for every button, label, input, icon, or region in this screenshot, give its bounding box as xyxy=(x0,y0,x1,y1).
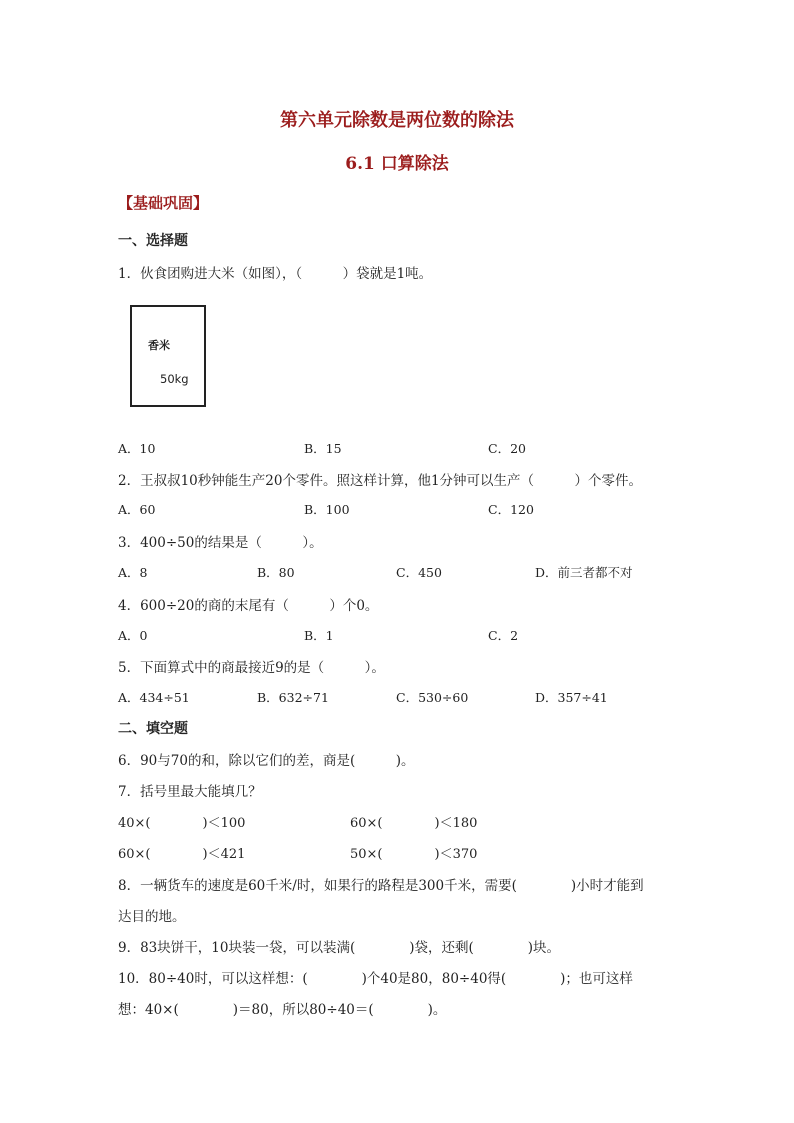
q2-option-c: C．120 xyxy=(488,502,534,517)
q5-option-d: D．357÷41 xyxy=(535,690,608,705)
question-10-line-2: 想：40×( )＝80，所以80÷40＝( )。 xyxy=(118,1002,447,1018)
question-2: 2．王叔叔10秒钟能生产20个零件。照这样计算，他1分钟可以生产（ ）个零件。 xyxy=(118,473,643,489)
q3-option-a: A．8 xyxy=(118,565,148,580)
part1-heading: 一、选择题 xyxy=(118,233,188,249)
q7-item-1: 40×( )＜100 xyxy=(118,816,246,831)
question-4: 4．600÷20的商的末尾有（ ）个0。 xyxy=(118,598,379,614)
q7-item-2: 60×( )＜180 xyxy=(350,816,478,831)
question-8-line-2: 达目的地。 xyxy=(118,909,186,925)
q3-option-d: D．前三者都不对 xyxy=(535,565,633,580)
q1-option-a: A．10 xyxy=(118,441,156,456)
q5-option-a: A．434÷51 xyxy=(118,690,190,705)
q2-option-a: A．60 xyxy=(118,502,156,517)
page-subtitle: 6.1 口算除法 xyxy=(345,154,449,174)
part2-heading: 二、填空题 xyxy=(118,721,188,737)
rice-bag-weight: 50kg xyxy=(160,372,189,386)
q5-option-b: B．632÷71 xyxy=(257,690,329,705)
q4-option-c: C．2 xyxy=(488,628,519,643)
q1-option-b: B．15 xyxy=(304,441,342,456)
question-1: 1．伙食团购进大米（如图），（ ）袋就是1吨。 xyxy=(118,266,433,282)
question-5: 5．下面算式中的商最接近9的是（ ）。 xyxy=(118,660,385,676)
q3-option-b: B．80 xyxy=(257,565,295,580)
rice-bag-figure xyxy=(130,305,206,407)
page-title: 第六单元除数是两位数的除法 xyxy=(280,110,514,131)
q5-option-c: C．530÷60 xyxy=(396,690,469,705)
q4-option-a: A．0 xyxy=(118,628,148,643)
q3-option-c: C．450 xyxy=(396,565,442,580)
question-8-line-1: 8．一辆货车的速度是60千米/时，如果行的路程是300千米，需要( )小时才能到 xyxy=(118,878,644,894)
question-9: 9．83块饼干，10块装一袋，可以装满( )袋，还剩( )块。 xyxy=(118,940,561,956)
q7-item-3: 60×( )＜421 xyxy=(118,847,246,862)
q2-option-b: B．100 xyxy=(304,502,350,517)
q7-item-4: 50×( )＜370 xyxy=(350,847,478,862)
question-7: 7．括号里最大能填几？ xyxy=(118,784,262,800)
q4-option-b: B．1 xyxy=(304,628,334,643)
section-tag: 【基础巩固】 xyxy=(118,194,209,212)
question-3: 3．400÷50的结果是（ ）。 xyxy=(118,535,323,551)
q1-option-c: C．20 xyxy=(488,441,526,456)
question-6: 6．90与70的和，除以它们的差，商是( )。 xyxy=(118,753,415,769)
question-10-line-1: 10．80÷40时，可以这样想：( )个40是80，80÷40得( )；也可这样 xyxy=(118,971,633,987)
rice-bag-label: 香米 xyxy=(148,339,170,352)
